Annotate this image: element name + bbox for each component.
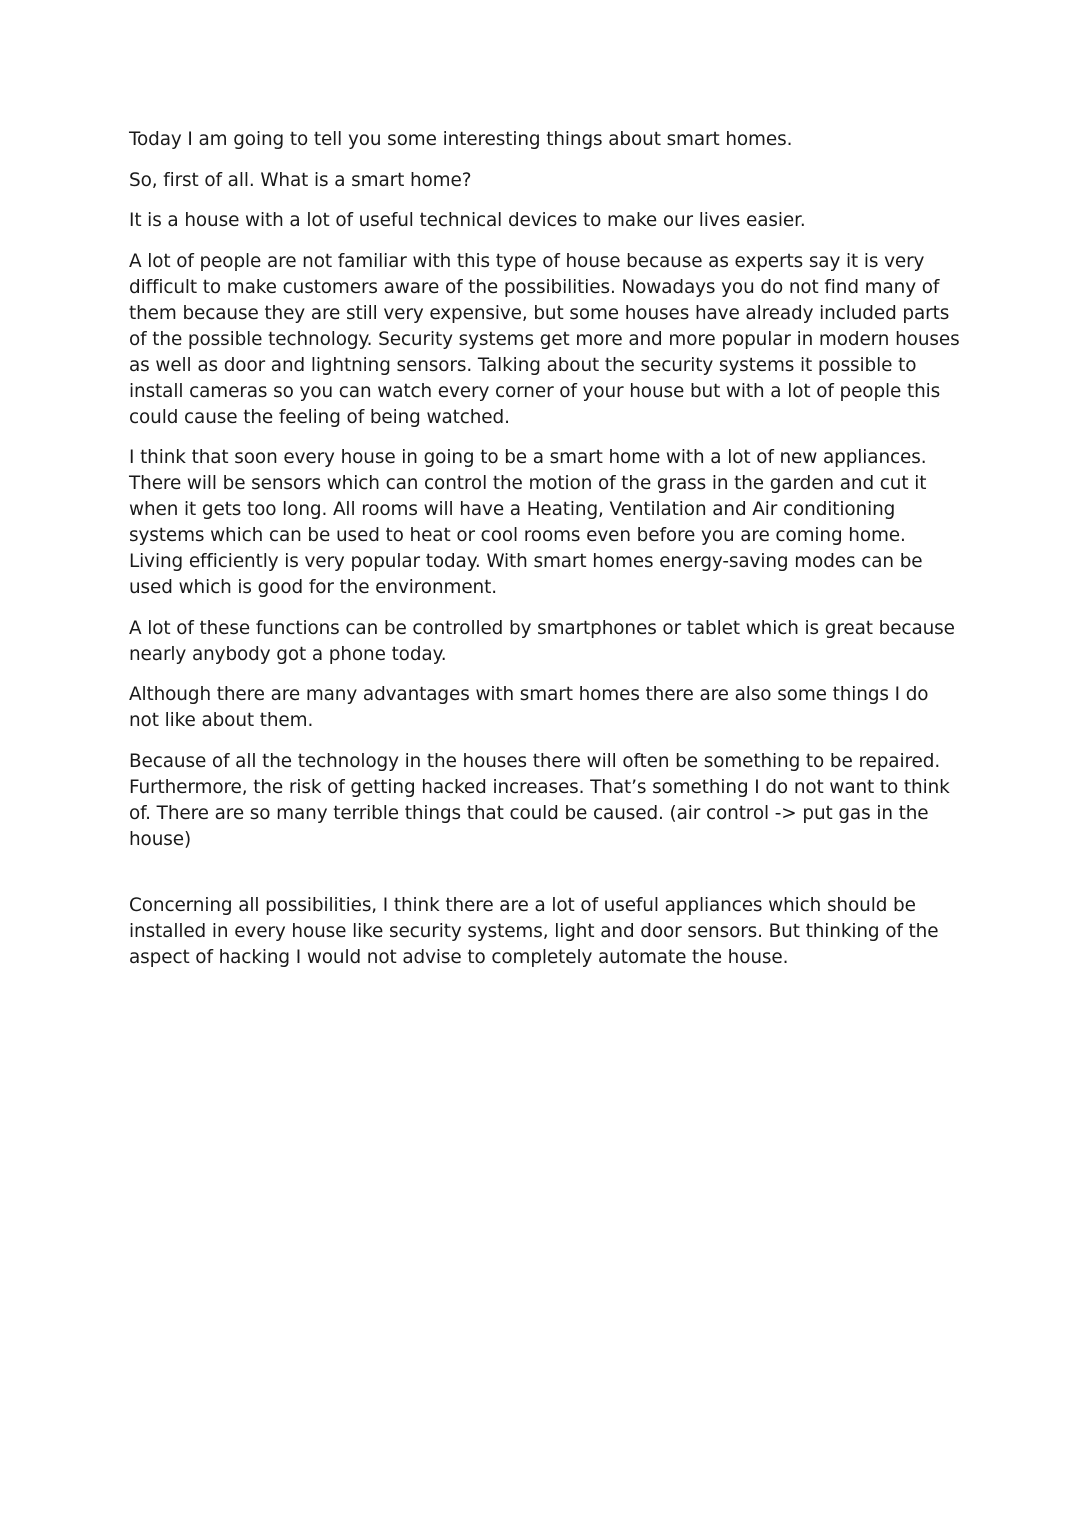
paragraph-future: I think that soon every house in going to be a smart home with a lot of new appliances. There will be sensors which can control the motion of the grass in the garden and cut it when it gets too long. All rooms will have a Heating, Ventilation and Air conditioning systems which can be used to heat or cool rooms even before you are coming home. Living efficiently is very popular today. With smart homes energy-saving modes can be used which is good for the environment. — [129, 447, 927, 598]
paragraph-disadvantages: Although there are many advantages with smart homes there are also some things I do not like about them. — [129, 684, 929, 731]
paragraph-question: So, first of all. What is a smart home? — [129, 169, 472, 191]
paragraph-conclusion: Concerning all possibilities, I think there are a lot of useful appliances which should be installed in every house like security systems, light and door sensors. But thinking of the aspect of hacking I would not advise to completely automate the house. — [129, 894, 939, 968]
paragraph-intro: Today I am going to tell you some interesting things about smart homes. — [129, 129, 793, 150]
paragraph-risks: Because of all the technology in the houses there will often be something to be repaired. Furthermore, the risk of getting hacked increases. That’s something I do not want to think of. There are so many terrible things that could be caused. (air control -> put gas in the house) — [129, 750, 950, 850]
paragraph-control: A lot of these functions can be controlled by smartphones or tablet which is great because nearly anybody got a phone today. — [129, 617, 955, 665]
paragraph-familiarity: A lot of people are not familiar with this type of house because as experts say it is very difficult to make customers aware of the possibilities. Nowadays you do not find many of them because they are still very expensive, but some houses have already included parts of the possible technology. Security systems get more and more popular in modern houses as well as door and lightning sensors. Talking about the security systems it possible to install cameras so you can watch every corner of your house but with a lot of people this could cause the feeling of being watched. — [129, 250, 960, 428]
paragraph-definition: It is a house with a lot of useful technical devices to make our lives easier. — [129, 210, 806, 231]
